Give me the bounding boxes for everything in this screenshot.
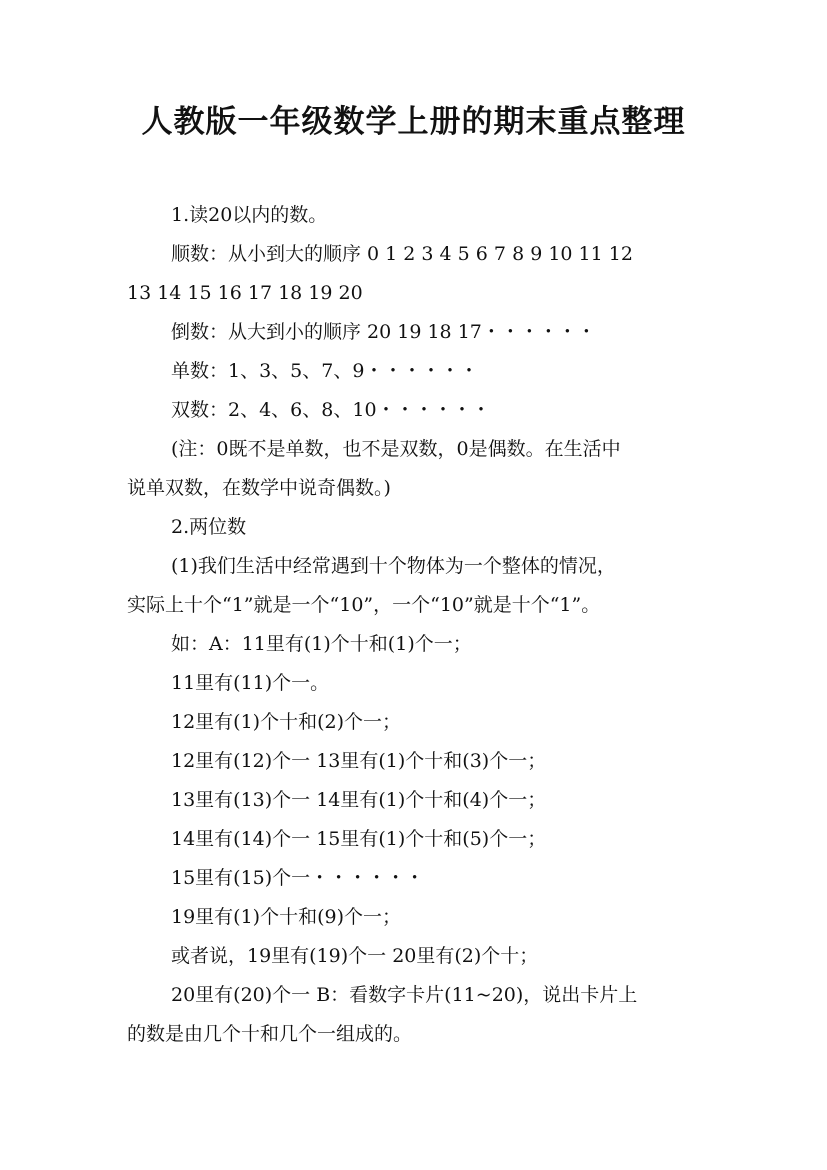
- text-line: 13里有(13)个一 14里有(1)个十和(4)个一；: [171, 789, 547, 811]
- text-line: 14里有(14)个一 15里有(1)个十和(5)个一；: [171, 828, 547, 850]
- document-body: [127, 196, 717, 1054]
- text-line: 2.两位数: [171, 516, 247, 538]
- text-line: 单数：1、3、5、7、9・・・・・・: [171, 360, 479, 382]
- text-line: 的数是由几个十和几个一组成的。: [127, 1023, 413, 1045]
- document-title: 人教版一年级数学上册的期末重点整理: [141, 104, 686, 140]
- text-line: 双数：2、4、6、8、10・・・・・・: [171, 399, 491, 421]
- text-line: 13 14 15 16 17 18 19 20: [127, 282, 363, 304]
- text-line: 11里有(11)个一。: [171, 672, 330, 694]
- text-line: 如：A：11里有(1)个十和(1)个一；: [171, 633, 472, 655]
- text-line: 顺数：从小到大的顺序 0 1 2 3 4 5 6 7 8 9 10 11 12: [171, 243, 633, 265]
- text-line: (1)我们生活中经常遇到十个物体为一个整体的情况，: [171, 555, 616, 577]
- text-line: 20里有(20)个一 B：看数字卡片(11~20)，说出卡片上: [171, 984, 638, 1006]
- text-line: 12里有(1)个十和(2)个一；: [171, 711, 402, 733]
- text-line: 1.读20以内的数。: [171, 204, 328, 226]
- text-line: (注：0既不是单数，也不是双数，0是偶数。在生活中: [171, 438, 621, 460]
- text-line: 15里有(15)个一・・・・・・: [171, 867, 425, 889]
- text-line: 实际上十个“1”就是一个“10”，一个“10”就是十个“1”。: [127, 594, 601, 616]
- text-line: 19里有(1)个十和(9)个一；: [171, 906, 402, 928]
- text-line: 或者说，19里有(19)个一 20里有(2)个十；: [171, 945, 539, 967]
- text-line: 倒数：从大到小的顺序 20 19 18 17・・・・・・: [171, 321, 596, 343]
- text-line: 说单双数，在数学中说奇偶数。): [127, 477, 391, 499]
- text-line: 12里有(12)个一 13里有(1)个十和(3)个一；: [171, 750, 547, 772]
